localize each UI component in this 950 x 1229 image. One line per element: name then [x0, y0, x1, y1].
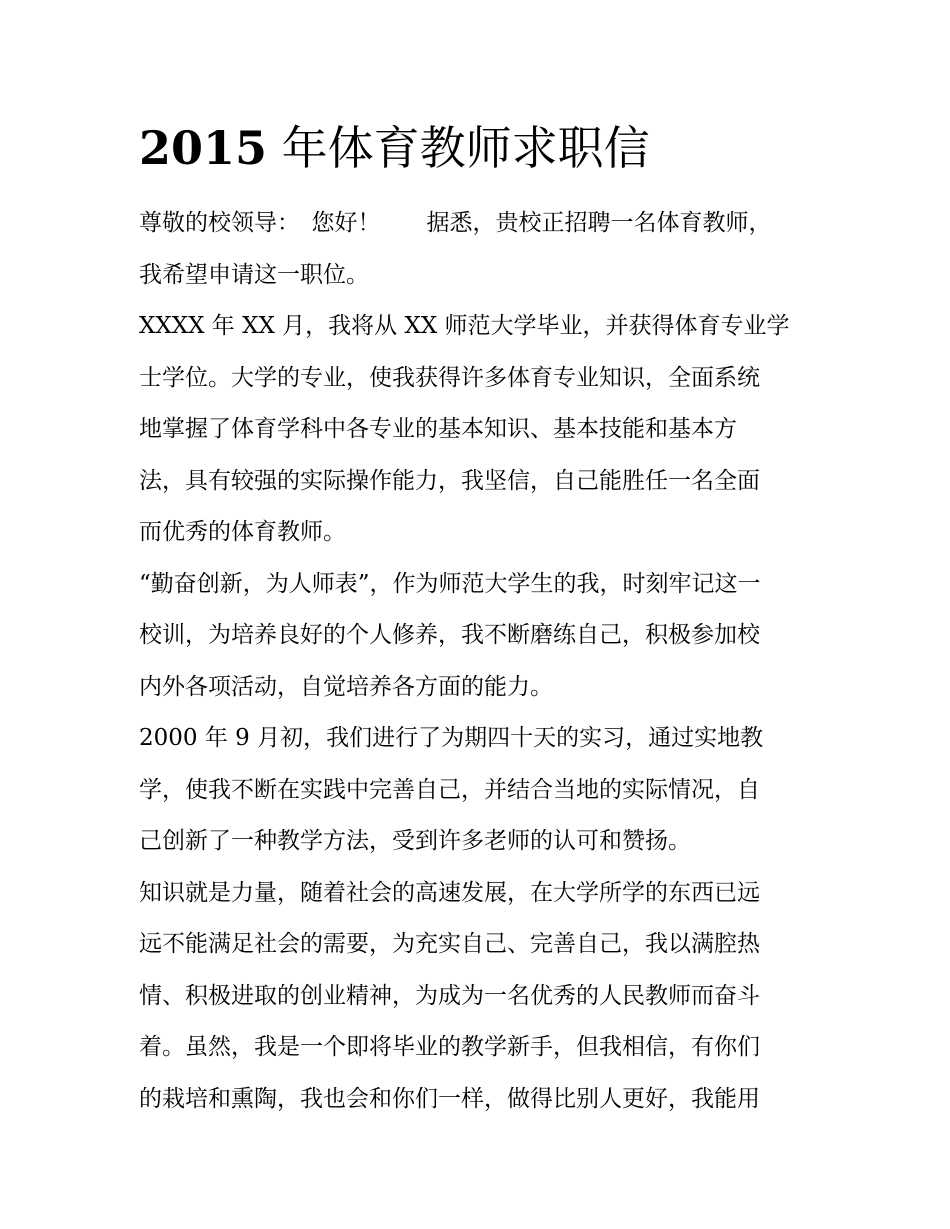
text-line: 着。虽然，我是一个即将毕业的教学新手，但我相信，有你们 — [139, 1034, 760, 1060]
text-line: 2000 年 9 月初，我们进行了为期四十天的实习，通过实地教 — [139, 725, 764, 751]
text-line: 法，具有较强的实际操作能力，我坚信，自己能胜任一名全面 — [139, 467, 760, 494]
text-line: 士学位。大学的专业，使我获得许多体育专业知识，全面系统 — [139, 364, 760, 391]
text-line: 的栽培和熏陶，我也会和你们一样，做得比别人更好，我能用 — [139, 1085, 760, 1112]
text-line: “勤奋创新，为人师表”，作为师范大学生的我，时刻牢记这一 — [139, 570, 761, 597]
text-line: 而优秀的体育教师。 — [139, 519, 346, 545]
text-line: 地掌握了体育学科中各专业的基本知识、基本技能和基本方 — [139, 416, 737, 442]
title-text: 年体育教师求职信 — [281, 121, 650, 175]
letter-body — [139, 198, 819, 1125]
text-line: 学，使我不断在实践中完善自己，并结合当地的实际情况，自 — [139, 776, 760, 803]
paragraph-greeting — [139, 198, 819, 301]
text-line: XXXX 年 XX 月，我将从 XX 师范大学毕业，并获得体育专业学 — [139, 313, 790, 339]
text-line: 校训，为培养良好的个人修养，我不断磨练自己，积极参加校 — [139, 622, 760, 648]
text-line: 远不能满足社会的需要，为充实自己、完善自己，我以满腔热 — [139, 931, 760, 957]
paragraph-internship — [139, 713, 819, 868]
text-line: 尊敬的校领导： 您好！ 据悉，贵校正招聘一名体育教师， — [139, 210, 772, 236]
text-line: 内外各项活动，自觉培养各方面的能力。 — [139, 673, 553, 700]
text-line: 己创新了一种教学方法，受到许多老师的认可和赞扬。 — [139, 828, 691, 854]
text-line: 知识就是力量，随着社会的高速发展，在大学所学的东西已远 — [139, 879, 760, 906]
paragraph-motto — [139, 559, 819, 714]
page-title — [139, 118, 650, 178]
paragraph-education — [139, 301, 819, 559]
title-year: 2015 — [139, 121, 268, 175]
paragraph-aspiration — [139, 868, 819, 1126]
text-line: 情、积极进取的创业精神，为成为一名优秀的人民教师而奋斗 — [139, 982, 760, 1009]
text-line: 我希望申请这一职位。 — [139, 261, 369, 288]
